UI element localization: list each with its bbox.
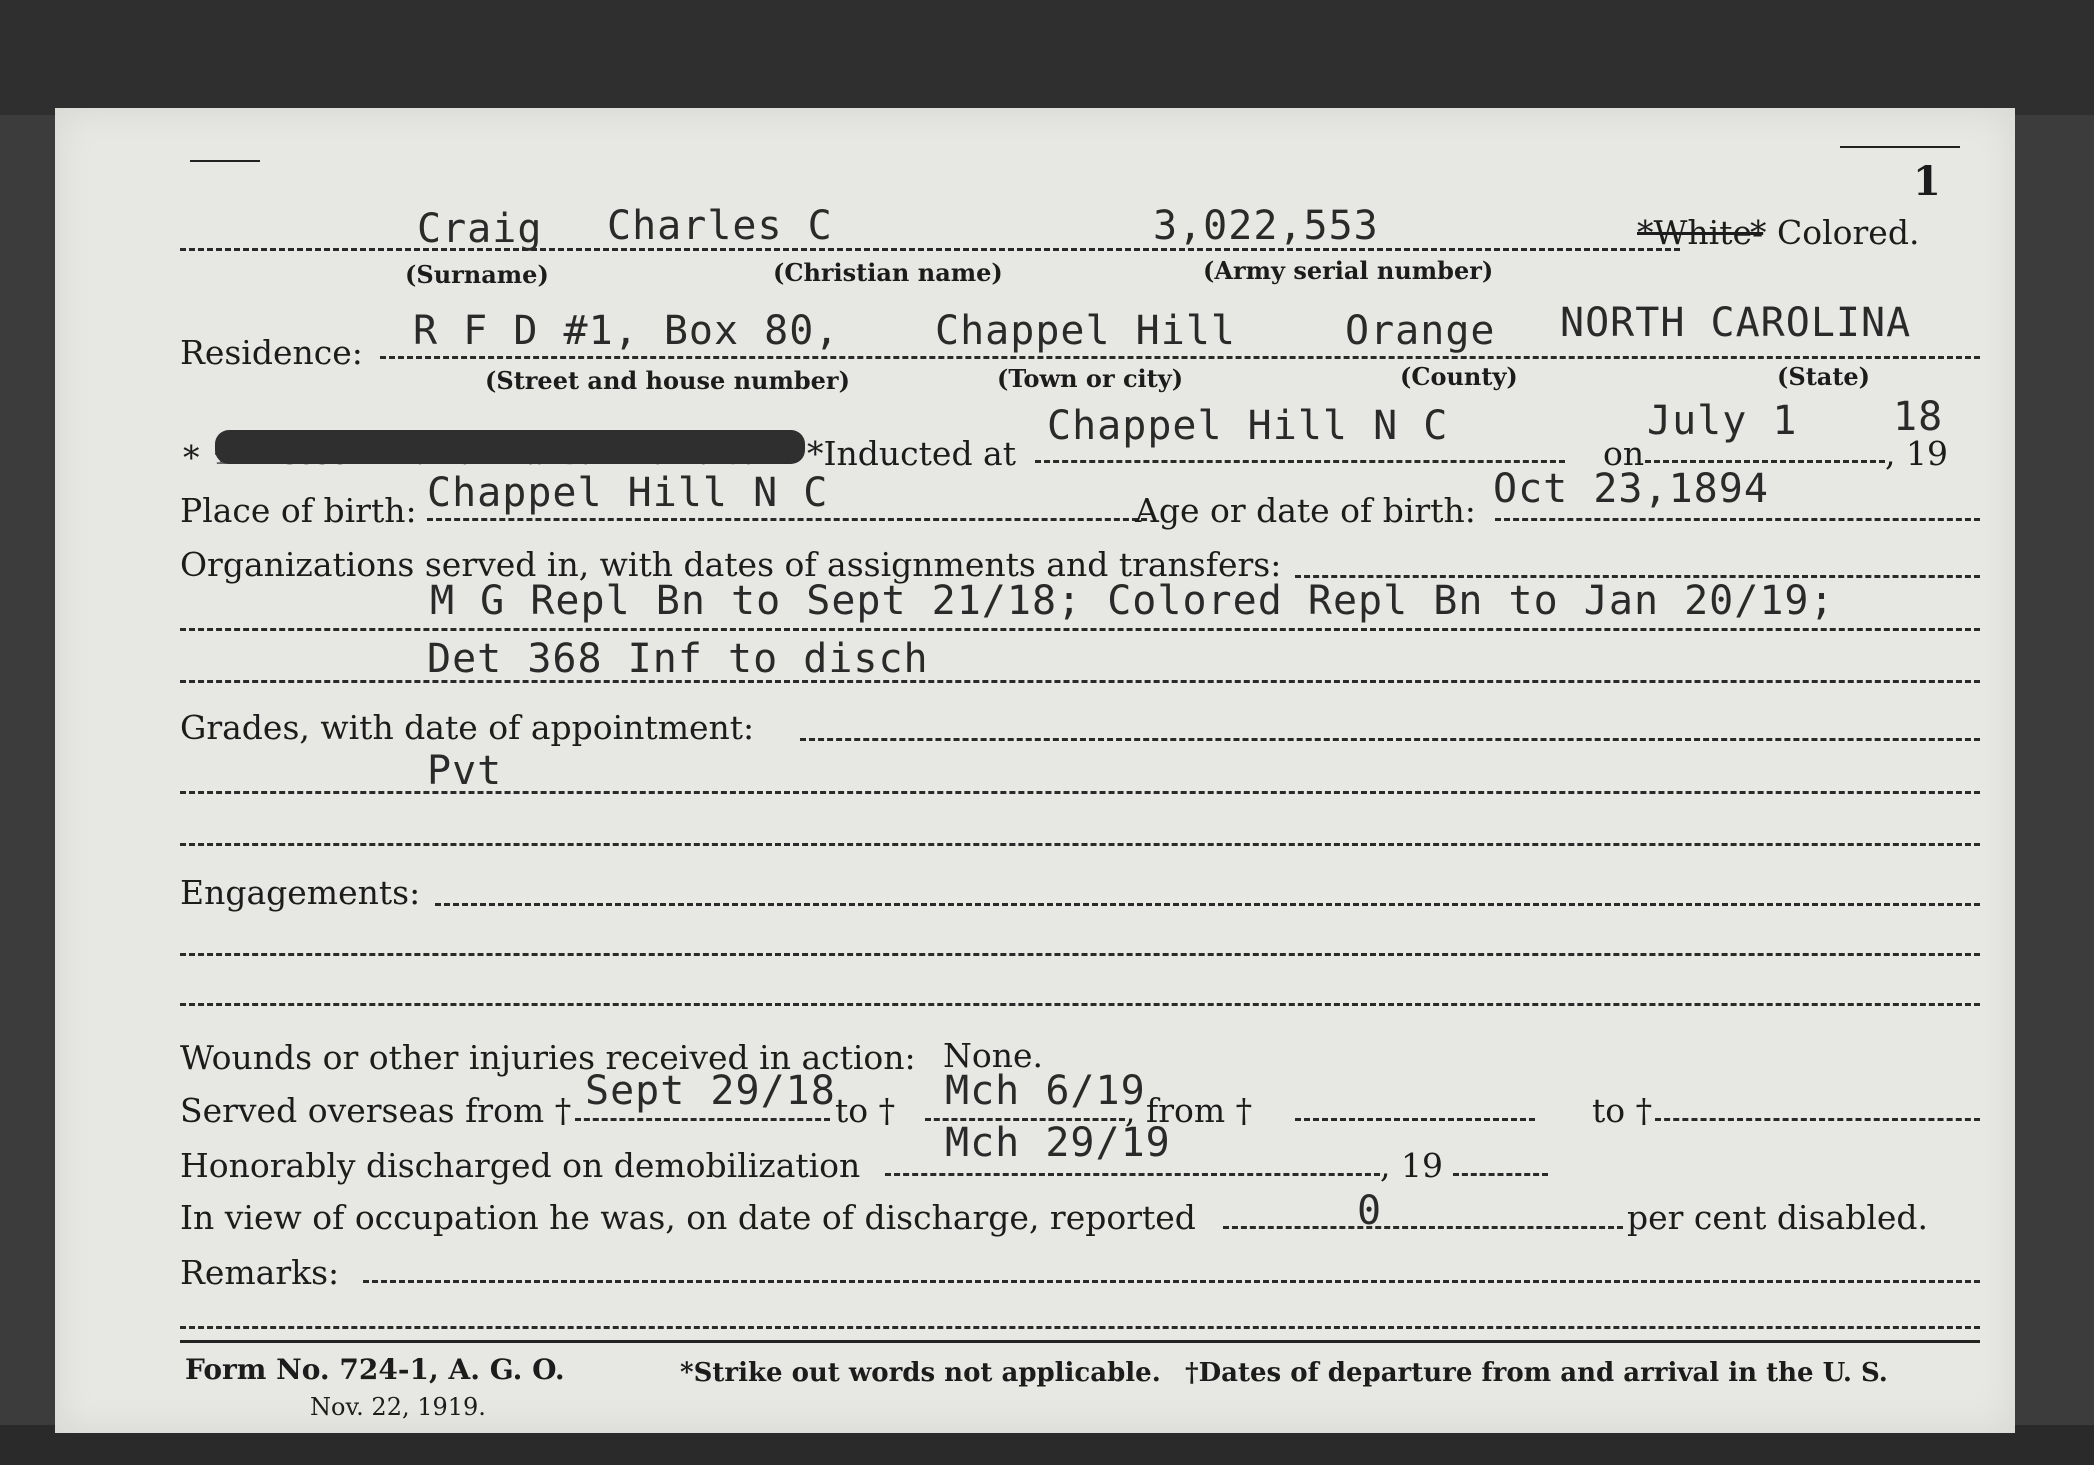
race-white-struck: *White- [1637,213,1764,252]
serial-caption: (Army serial number) [1203,256,1494,285]
residence-line [380,356,1980,359]
discharged-label: Honorably discharged on demobilization [180,1146,861,1185]
date-of-birth-line [1495,518,1980,521]
inducted-year-prefix: , 19 [1885,434,1948,473]
age-or-dob-label: Age or date of birth: [1135,491,1476,530]
service-record-card [55,108,2015,1433]
serial-number-value: 3,022,553 [1153,203,1379,249]
form-number: Form No. 724-1, A. G. O. [185,1353,565,1386]
page-number: 1 [1913,158,1941,205]
place-of-birth-line [427,518,1147,521]
top-right-rule [1840,146,1960,148]
discharge-year-prefix: , 19 [1380,1146,1443,1185]
remarks-label: Remarks: [180,1253,340,1292]
name-line [180,248,1680,251]
surname-value: Craig [417,206,543,252]
grade-value: Pvt [427,748,503,794]
grades-line-0 [800,738,1980,741]
state-caption: (State) [1777,362,1871,391]
dates-note: †Dates of departure from and arrival in the U. S. [1185,1358,1888,1388]
remarks-line-1 [180,1326,1980,1329]
place-of-birth-value: Chappel Hill N C [427,470,829,516]
grades-line-2 [180,843,1980,846]
grades-label: Grades, with date of appointment: [180,708,755,747]
residence-label: Residence: [180,333,363,372]
race-colored: * Colored. [1750,213,1920,252]
remarks-line-0 [363,1280,1980,1283]
on-label: on [1603,434,1645,473]
engagements-label: Engagements: [180,873,421,912]
town-caption: (Town or city) [997,364,1184,393]
residence-county: Orange [1345,308,1496,354]
surname-caption: (Surname) [405,260,549,289]
wounds-value: None. [943,1036,1044,1075]
disability-line [1223,1226,1623,1229]
inducted-date-line [1645,460,1885,463]
street-caption: (Street and house number) [485,366,850,395]
occupation-label: In view of occupation he was, on date of discharge, reported [180,1198,1196,1237]
engagements-line-0 [435,903,1980,906]
engagements-line-2 [180,1003,1980,1006]
discharge-date-value: Mch 29/19 [945,1120,1171,1166]
residence-street: R F D #1, Box 80, [413,308,840,354]
inducted-place-line [1035,460,1565,463]
per-cent-label: per cent disabled. [1627,1198,1929,1237]
overseas-to2-line [1655,1118,1980,1121]
strike-note: *Strike out words not applicable. [680,1358,1161,1388]
served-overseas-label: Served overseas from † [180,1091,572,1130]
grades-line-1 [180,791,1980,794]
organizations-value-2: Det 368 Inf to disch [427,636,929,682]
discharge-date-line [885,1173,1380,1176]
organizations-value-1: M G Repl Bn to Sept 21/18; Colored Repl Bn to Jan 20/19; [430,578,1835,624]
inducted-year-value: 18 [1893,394,1944,440]
overseas-to-value: Mch 6/19 [945,1068,1146,1114]
enlisted-blot [215,430,805,464]
engagements-line-1 [180,953,1980,956]
place-of-birth-label: Place of birth: [180,491,417,530]
discharge-year-line [1453,1173,1548,1176]
county-caption: (County) [1400,362,1518,391]
enlisted-star: * [183,438,200,477]
overseas-to2-label: to † [1592,1091,1653,1130]
disability-percent-value: 0 [1357,1188,1383,1234]
residence-town: Chappel Hill [935,308,1236,354]
organizations-line-2 [180,680,1980,683]
form-date: Nov. 22, 1919. [310,1393,486,1421]
overseas-from-value: Sept 29/18 [585,1068,836,1114]
footer-rule [180,1340,1980,1343]
christian-name-value: Charles C [607,203,833,249]
overseas-to-label: to † [835,1091,896,1130]
organizations-line-1 [180,628,1980,631]
residence-state: NORTH CAROLINA [1560,300,1912,346]
top-left-rule [190,160,260,162]
inducted-at-label: *Inducted at [807,434,1016,473]
inducted-date-value: July 1 [1647,398,1798,444]
date-of-birth-value: Oct 23,1894 [1493,466,1769,512]
scan-background-top [0,0,2094,115]
inducted-place-value: Chappel Hill N C [1047,403,1449,449]
overseas-from2-label: , from † [1125,1091,1253,1130]
christian-name-caption: (Christian name) [773,258,1003,287]
wounds-label: Wounds or other injuries received in action: [180,1038,916,1077]
overseas-from-line [575,1118,830,1121]
organizations-label: Organizations served in, with dates of assignments and transfers: [180,545,1282,584]
overseas-from2-line [1295,1118,1535,1121]
